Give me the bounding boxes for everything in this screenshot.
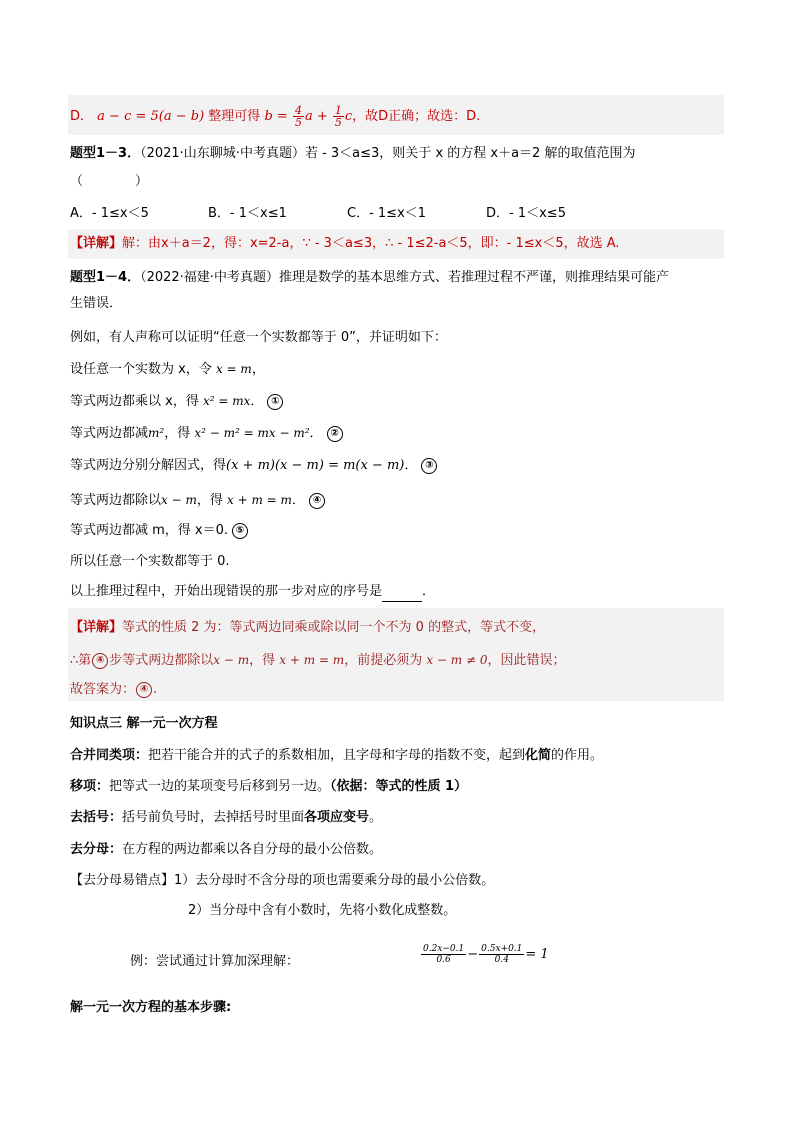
q14-step-0: 设任意一个实数为 x，令 x = m，	[70, 362, 265, 377]
circle-number-1: ①	[267, 394, 283, 410]
answer-blank	[382, 587, 422, 602]
q14-answer-2: ∴第 ④ 步等式两边都除以x − m，得 x + m = m，前提必须为 x − m ≠ 0，因此错误；	[70, 653, 566, 668]
q13-option-b: B．- 1＜x≤1	[208, 206, 287, 221]
circle-number-2: ②	[327, 426, 343, 442]
fraction-one-fifth: $\frac{1}{5}$	[334, 104, 342, 129]
q14-step-4: 等式两边都除以x − m，得 x + m = m． ④	[70, 490, 325, 511]
q14-step-5: 等式两边都减 m，得 x＝0. ⑤	[70, 521, 248, 541]
q14-step-3: 等式两边分别分解因式，得(x + m)(x − m) = m(x − m)． ③	[70, 456, 437, 476]
circle-number-3: ③	[421, 458, 437, 474]
kp3-example: 例：尝试通过计算加深理解：	[130, 954, 300, 969]
q14-answer-3: 故答案为： ④ .	[70, 682, 158, 697]
q13-options	[70, 204, 566, 224]
answer-d-line: D． a − c = 5(a − b) 整理可得 b = $\frac{4}{5}$ a + $\frac{1}{5}$ c，故D正确；故选：D.	[70, 104, 481, 129]
fraction-example-2: $\frac{0.5x+0.1}{0.4}$	[481, 944, 523, 965]
fraction-example-1: $\frac{0.2x-0.1}{0.6}$	[423, 944, 465, 965]
q14-example: 例如，有人声称可以证明“任意一个实数都等于 0”，并证明如下：	[70, 330, 447, 345]
kp3-denominator: 去分母：在方程的两边都乘以各自分母的最小公倍数。	[70, 842, 383, 857]
q13-option-a: A．- 1≤x＜5	[70, 206, 149, 221]
kp3-steps-title: 解一元一次方程的基本步骤:	[70, 1000, 232, 1015]
q14-answer-1: 【详解】等式的性质 2 为：等式两边同乘或除以同一个不为 0 的整式，等式不变，	[70, 620, 546, 635]
kp3-error-1: 【去分母易错点】1）去分母时不含分母的项也需要乘分母的最小公倍数。	[70, 873, 495, 888]
q13-answer: 【详解】解：由x＋a＝2，得：x=2-a，∵ - 3＜a≤3，∴ - 1≤2-a＜5，即：- 1≤x＜5，故选 A.	[70, 236, 620, 251]
circle-number-5: ⑤	[232, 523, 248, 539]
kp3-title: 知识点三 解一元一次方程	[70, 716, 218, 731]
kp3-move: 移项：把等式一边的某项变号后移到另一边。（依据：等式的性质 1）	[70, 779, 468, 794]
q14-stem-1: 题型1－4．（2022·福建·中考真题）推理是数学的基本思维方式、若推理过程不严谨，则推理结果可能产	[70, 270, 669, 285]
q14-stem-2: 生错误．	[70, 296, 123, 311]
kp3-bracket: 去括号：括号前负号时，去掉括号时里面各项应变号。	[70, 810, 383, 825]
fraction-four-fifths: $\frac{4}{5}$	[294, 104, 302, 129]
q13-option-c: C．- 1≤x＜1	[347, 206, 427, 221]
circle-number-4: ④	[136, 682, 152, 698]
q14-conclusion: 所以任意一个实数都等于 0.	[70, 554, 230, 569]
kp3-merge: 合并同类项：把若干能合并的式子的系数相加，且字母和字母的指数不变，起到化简的作用。	[70, 748, 604, 763]
kp3-error-2: 2）当分母中含有小数时，先将小数化成整数。	[188, 903, 457, 918]
q14-step-2: 等式两边都减m²，得 x² − m² = mx − m²． ②	[70, 423, 343, 444]
kp3-example-equation: $\frac{0.2x-0.1}{0.6}$ − $\frac{0.5x+0.1}{0.4}$ = 1	[423, 944, 549, 965]
circle-number-4: ④	[92, 653, 108, 669]
q14-step-1: 等式两边都乘以 x，得 x² = mx． ①	[70, 391, 283, 412]
q13-stem: 题型1－3．（2021·山东聊城·中考真题）若 - 3＜a≤3，则关于 x 的方程 x＋a＝2 解的取值范围为	[70, 146, 636, 161]
circle-number-4: ④	[309, 493, 325, 509]
q13-option-d: D．- 1＜x≤5	[486, 206, 566, 221]
q14-question: 以上推理过程中，开始出现错误的那一步对应的序号是 ．	[70, 582, 435, 602]
q13-paren: （ ）	[70, 174, 149, 189]
